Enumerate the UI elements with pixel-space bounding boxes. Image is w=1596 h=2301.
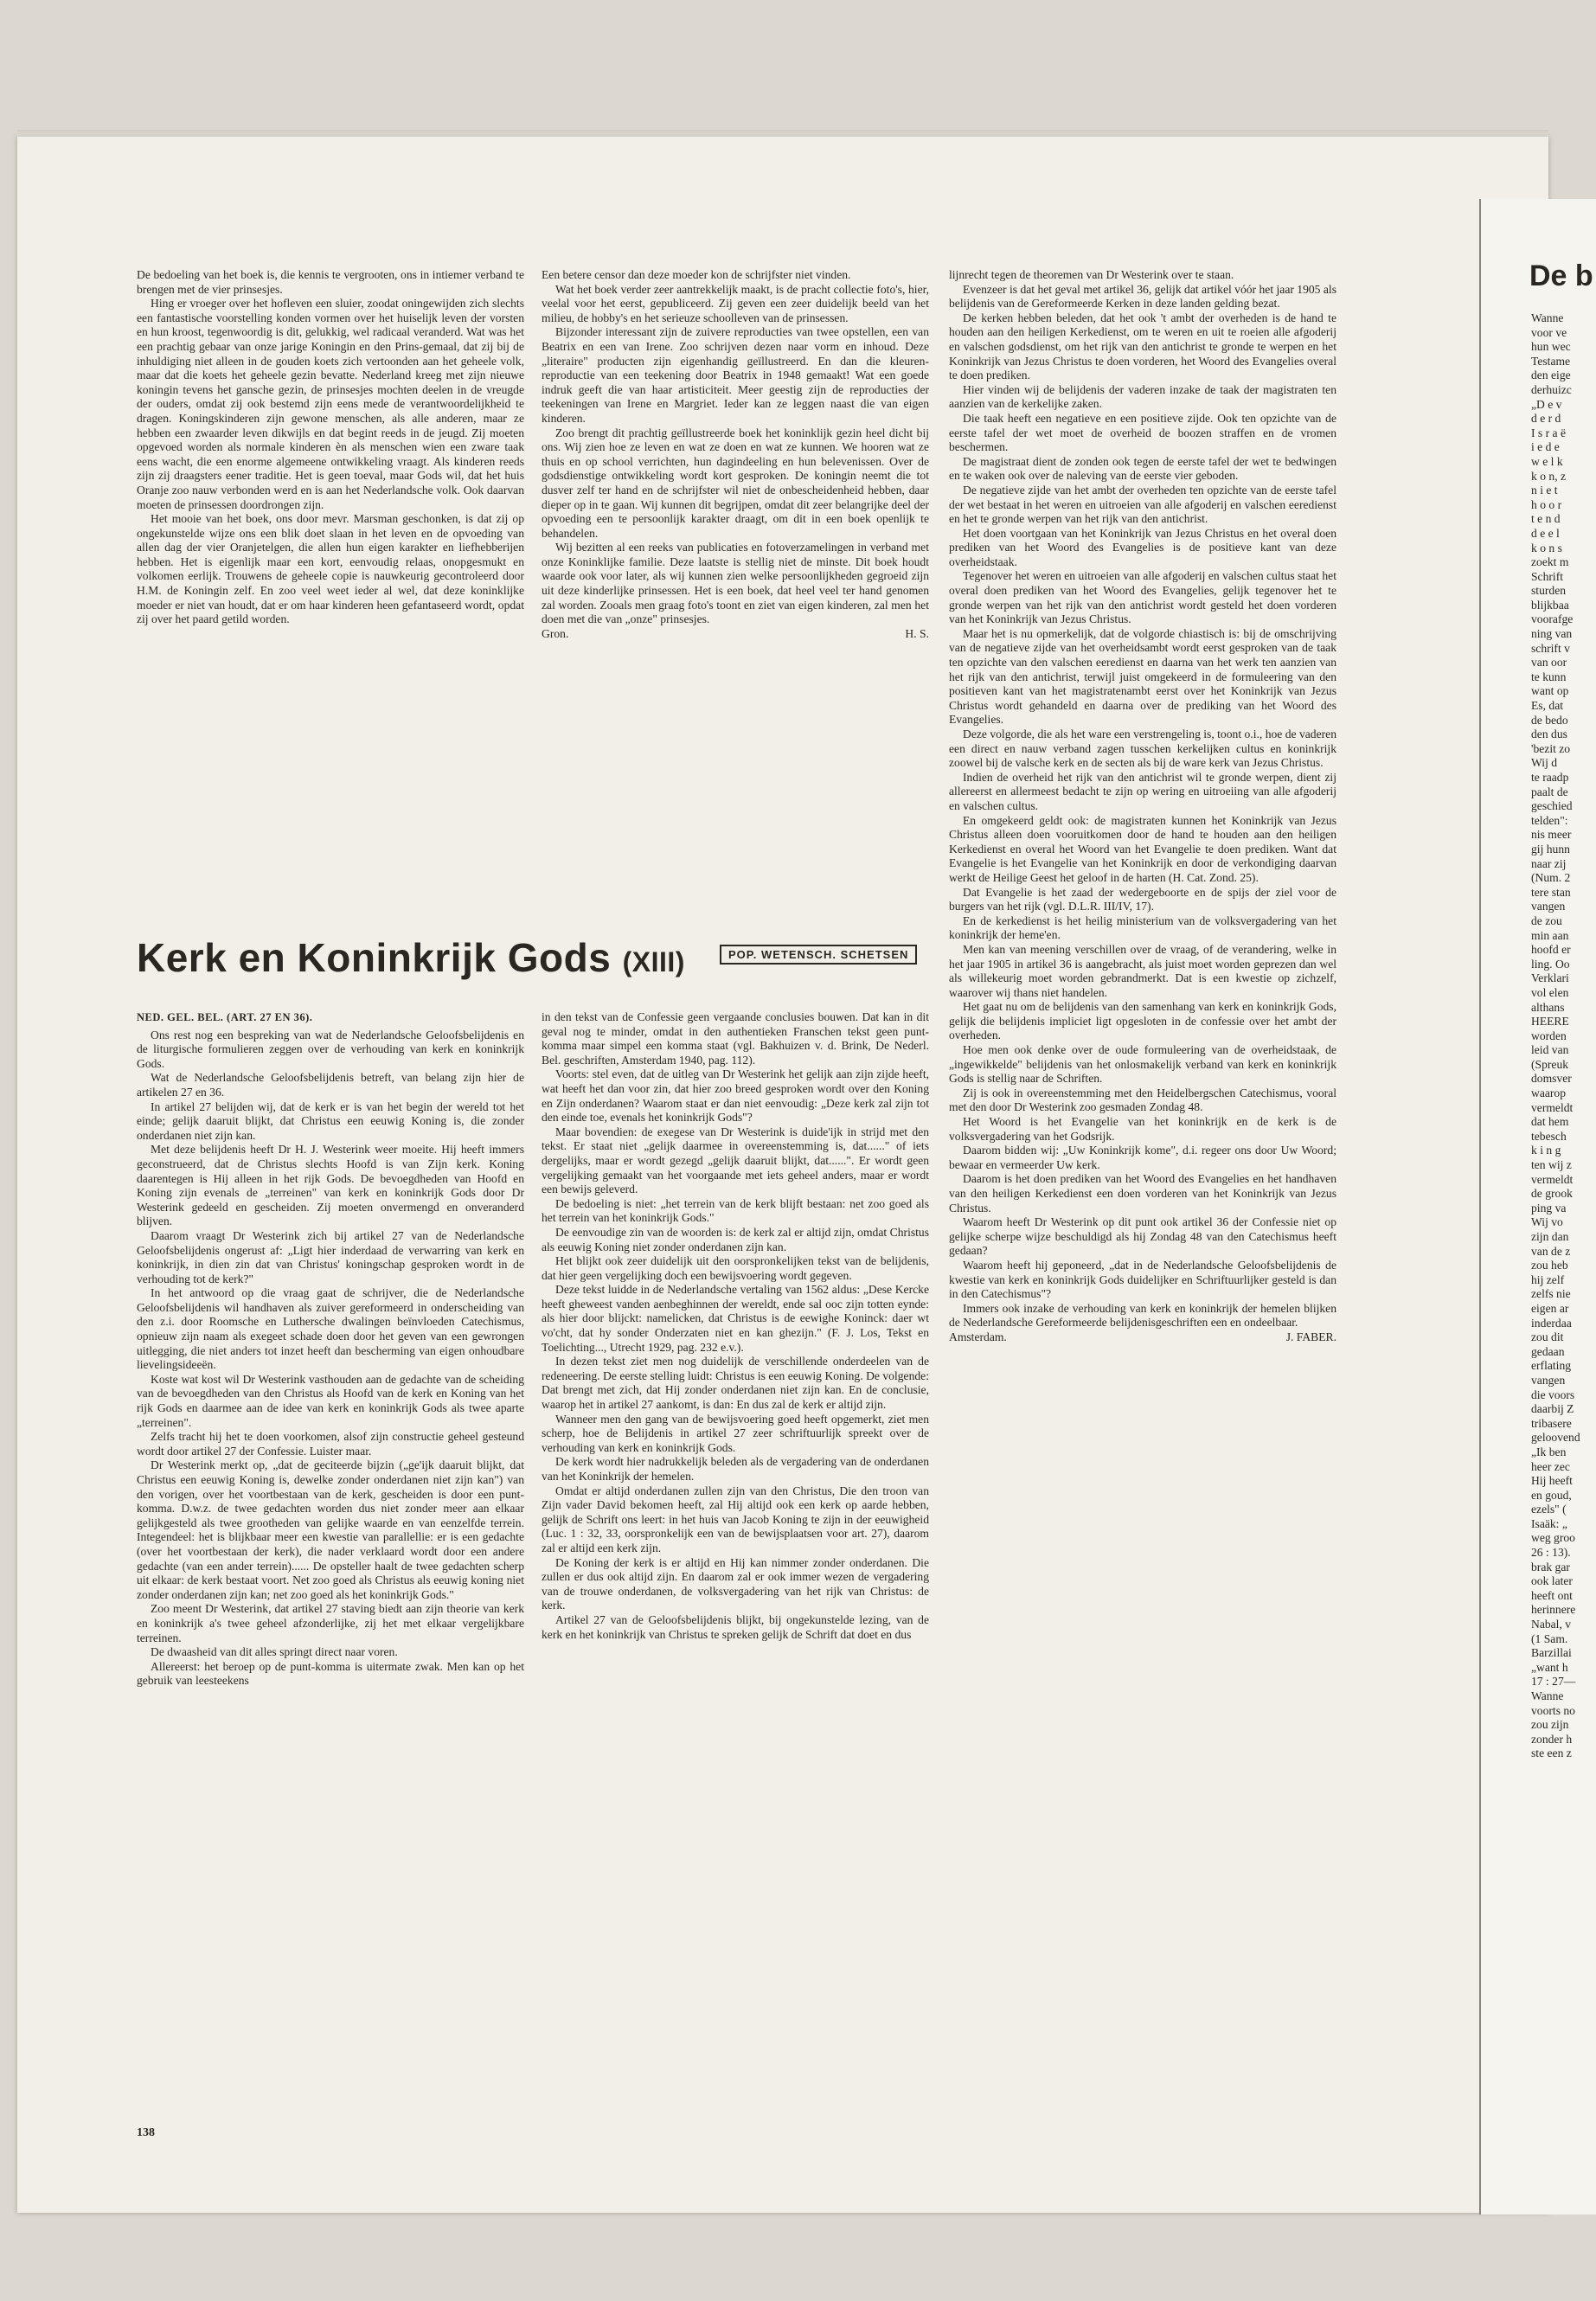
facing-page-line: de grook (1531, 1187, 1573, 1201)
facing-page-line: ning van (1531, 627, 1573, 641)
paragraph: En omgekeerd geldt ook: de magistraten kunnen het Koninkrijk van Jezus Christus alleen doen vooruitkomen door de hand te houden aan den heiligen Kerkedienst en overal het Woord van het Evangelie te doen prediken. Want dat Evangelie is het Evangelie van het Koninkrijk en door de verkondiging daarvan werkt de Heilige Geest het geloof in de harten (H. Cat. Zond. 25). (949, 813, 1336, 884)
paragraph: Waarom heeft Dr Westerink op dit punt ook artikel 36 der Confessie niet op gelijke scherpe wijze beschuldigd als hij Zondag 48 van den Catechismus heeft gedaan? (949, 1215, 1336, 1258)
facing-page-line: heer zec (1531, 1459, 1570, 1473)
facing-page-line: 17 : 27— (1531, 1675, 1576, 1689)
facing-page-line: daarbij Z (1531, 1402, 1574, 1416)
paragraph: De bedoeling van het boek is, die kennis te vergrooten, ons in intiemer verband te brengen met de vier prinsesjes. (137, 268, 524, 296)
facing-page-column (1531, 311, 1596, 1761)
facing-page-line: gij hunn (1531, 842, 1570, 856)
article-column-1 (137, 1010, 524, 1689)
facing-page-line: zou dit (1531, 1330, 1564, 1344)
paragraph: Indien de overheid het rijk van den antichrist wil te gronde werpen, dient zij allereerst en allermeest bedacht te zijn op wering en uitroeiing van alle afgoderij en valschen cultus. (949, 770, 1336, 812)
facing-page-line: waarop (1531, 1086, 1567, 1100)
paragraph: Deze volgorde, die als het ware een verstrengeling is, toont o.i., hoe de vaderen een direct en nauw verband zagen tusschen kerkelijken cultus en koninkrijk zoowel bij de valsche kerk en de secten als bij de ware kerk van Jezus Christus. (949, 727, 1336, 770)
facing-page-line: Es, dat (1531, 699, 1563, 713)
facing-page-line: geloovend (1531, 1431, 1580, 1445)
facing-page-line: zou zijn (1531, 1718, 1569, 1732)
paragraph: Ons rest nog een bespreking van wat de Nederlandsche Geloofsbelijdenis en de liturgische formulieren zeggen over de verhouding van kerk en koninkrijk Gods. (137, 1028, 524, 1070)
facing-page-line: hoofd er (1531, 943, 1571, 957)
facing-page-line: tere stan (1531, 885, 1571, 899)
paragraph: Die taak heeft een negatieve en een positieve zijde. Ook ten opzichte van de eerste tafel der wet moet de overheid de boozen straffen en de vromen beschermen. (949, 411, 1336, 454)
paragraph: Zoo meent Dr Westerink, dat artikel 27 staving biedt aan zijn theorie van kerk en koninkrijk a's twee geheel afzonderlijke, zij het met elkaar vergelijkbare terreinen. (137, 1602, 524, 1644)
facing-page-line: voorafge (1531, 612, 1574, 626)
paragraph: Hier vinden wij de belijdenis der vaderen inzake de taak der magistraten ten aanzien van de kerkelijke zaken. (949, 382, 1336, 411)
facing-page-line: weg groo (1531, 1531, 1575, 1545)
facing-page-line: k i n g (1531, 1144, 1561, 1157)
facing-page-line: sturden (1531, 584, 1567, 598)
paragraph: Het doen voortgaan van het Koninkrijk van Jezus Christus en het overal doen prediken van het Woord des Evangelies is de positieve kant van deze overheidstaak. (949, 526, 1336, 568)
facing-page-line: gedaan (1531, 1344, 1565, 1358)
facing-page-line: derhuizc (1531, 382, 1572, 396)
facing-page-line: domsver (1531, 1072, 1572, 1086)
facing-page-line: de bedo (1531, 713, 1568, 727)
page-number: 138 (137, 2126, 155, 2139)
paragraph: Omdat er altijd onderdanen zullen zijn van den Christus, Die den troon van Zijn vader David bekomen heeft, zal Hij altijd ook een kerk op aarde hebben, gelijk de Schrift ons leert: in het huis van Jacob Koning te zijn in der eeuwigheid (Luc. 1 : 32, 33, oorspronkelijk een van de bewijsplaatsen voor art. 27), daarom zal er altijd een kerk zijn. (542, 1484, 929, 1554)
paragraph: De dwaasheid van dit alles springt direct naar voren. (151, 1645, 398, 1659)
facing-page-line: blijkbaa (1531, 598, 1569, 612)
facing-page-line: eigen ar (1531, 1301, 1569, 1315)
facing-page-line: tebesch (1531, 1129, 1567, 1143)
signature-author: H. S. (905, 626, 929, 640)
facing-page-line: 26 : 13). (1531, 1546, 1571, 1560)
facing-page-line: „D e v (1531, 397, 1562, 411)
paragraph: Maar bovendien: de exegese van Dr Westerink is duide'ijk in strijd met den tekst. Er staat niet „gelijk daarmee in overeenstemming is, dat......" of iets dergelijks, maar er wordt gezegd „gelijk daaruit blijkt, dat......". Er wordt geen vergelijking gemaakt van het voorgaande met iets geheel anders, maar er wordt een bewijs geleverd. (542, 1125, 929, 1196)
facing-page-line: hun wec (1531, 340, 1571, 354)
facing-page-line: Hij heeft (1531, 1474, 1573, 1488)
facing-page-line: schrift v (1531, 641, 1570, 655)
paragraph: Zelfs tracht hij het te doen voorkomen, alsof zijn constructie geheel gesteund wordt door artikel 27 der Confessie. Luister maar. (137, 1430, 524, 1458)
facing-page-line: 'bezit zo (1531, 741, 1571, 755)
facing-page-line: k o n, z (1531, 469, 1567, 483)
paragraph: Koste wat kost wil Dr Westerink vasthouden aan de gedachte van de scheiding van de bevoegdheden van den Christus als Hoofd van de kerk en Koning van het rijk Gods en daarmee aan de idee van kerk en koninkrijk Gods als twee aparte „terreinen". (137, 1372, 524, 1429)
paragraph: Immers ook inzake de verhouding van kerk en koninkrijk der hemelen blijken de Nederlandsche Gereformeerde belijdenisgeschriften een en ondeelbaar. (949, 1301, 1336, 1330)
paragraph: Evenzeer is dat het geval met artikel 36, gelijk dat artikel vóór het jaar 1905 als belijdenis van de Gereformeerde Kerken in deze landen gelding bezat. (949, 282, 1336, 311)
paragraph: Het mooie van het boek, ons door mevr. Marsman geschonken, is dat zij op ongekunstelde wijze ons een blik doet slaan in het leven en de opvoeding van allen dag der vier Oranjetelgen, die allen hun eigen karakter en liefhebberijen hebben. Het is eigenlijk maar een kort, eenvoudig relaas, onopgesmukt en volkomen eerlijk. Trouwens de geheele copie is nauwkeurig gecontroleerd door H.M. de Koningin zelf. En zoo veel weet ieder al wel, dat deze koninklijke moeder er niet van houdt, dat er om haar kinderen heen gefantaseerd wordt, opdat zij over het paard getild worden. (137, 512, 524, 626)
paragraph: Maar het is nu opmerkelijk, dat de volgorde chiastisch is: bij de omschrijving van de negatieve zijde van het overheidsambt wordt eerst gesproken van de taak ten opzichte van den valschen eeredienst en daarna van het werk ten aanzien van het rijk van den antichrist, terwijl juist omgekeerd in de formuleering van den positieven kant van het magistratenambt eerst over het Koninkrijk van Jezus Christus wordt gehandeld en daarna over de prediking van het Woord des Evangelies. (949, 626, 1336, 727)
facing-page-line: ling. Oo (1531, 957, 1570, 971)
facing-page-line: zou heb (1531, 1259, 1568, 1272)
facing-page-line: ping va (1531, 1201, 1567, 1215)
paragraph: Waarom heeft hij geponeerd, „dat in de Nederlandsche Geloofsbelijdenis de kwestie van kerk en koninkrijk Gods duidelijker en Schriftuurlijker gesteld is dan in den Catechismus"? (949, 1258, 1336, 1301)
paragraph: Wat het boek verder zeer aantrekkelijk maakt, is de pracht collectie foto's, hier, veelal voor het eerst, gepubliceerd. Zij geven een zeer duidelijk beeld van het milieu, de hobby's en het serieuze schoolleven van de prinsessen. (542, 282, 929, 324)
facing-page-line: Wanne (1531, 311, 1564, 324)
facing-page-line: vermeldt (1531, 1172, 1574, 1186)
paragraph: Dr Westerink merkt op, „dat de geciteerde bijzin („ge'ijk daaruit blijkt, dat Christus een eeuwig Koning is, dewelke zonder onderdanen niet zijn kan") van den vorigen, over het voortbestaan van de kerk, gescheiden is door een punt-komma. D.w.z. de twee gedachten worden dus niet zonder meer aan elkaar gelijkgesteld als twee grootheden van gelijke waarde en van eenzelfde terrein. Integendeel: het is blijkbaar meer een kwestie van parallellie: er is een gedachte (over het voortbestaan der kerk), die nader verklaard wordt door een andere gedachte (van een ander terrein)...... De opsteller haalt de twee gedachten scherp uit elkaar: de kerk bestaat voort. Net zoo goed als Christus als eeuwig koning niet zonder onderdanen zijn kan; net zoo goed als het koninkrijk Gods." (137, 1458, 524, 1601)
facing-page-line: n i e t (1531, 484, 1558, 497)
facing-page-line: HEERE (1531, 1015, 1569, 1029)
facing-page-line: telden": (1531, 813, 1568, 827)
paragraph: Wanneer men den gang van de bewijsvoering goed heeft opgemerkt, ziet men scherp, hoe de Belijdenis in artikel 27 zeer schriftuurlijk spreekt over de verhouding van kerk en koninkrijk Gods. (542, 1412, 929, 1454)
facing-page-line: h o o r (1531, 497, 1562, 511)
paragraph: Daarom bidden wij: „Uw Koninkrijk kome", d.i. regeer ons door Uw Woord; bewaar en vermeerder Uw kerk. (949, 1144, 1336, 1171)
article-column-3 (949, 268, 1336, 1345)
facing-page-line: (1 Sam. (1531, 1631, 1568, 1645)
facing-page-line: paalt de (1531, 785, 1568, 798)
facing-page-line: naar zij (1531, 856, 1567, 870)
facing-page-line: ste een z (1531, 1747, 1572, 1760)
article-headline (137, 934, 685, 981)
facing-page-line: k o n s (1531, 541, 1562, 554)
paragraph: Met deze belijdenis heeft Dr H. J. Westerink weer moeite. Hij heeft immers geconstrueerd, dat de Christus slechts Hoofd is van Zijn kerk. Koning daarentegen is Hij alleen in het rijk Gods. De bevoegdheden van Hoofd en Koning zijn evenals de „terreinen" van kerk en koninkrijk Gods door Dr Westerink gedeeld en gescheiden. Zij moeten onvermengd en onveranderd blijven. (137, 1143, 524, 1228)
facing-page-line: tribasere (1531, 1416, 1572, 1430)
review-column-2 (542, 268, 929, 641)
paragraph: Hoe men ook denke over de oude formuleering van de overheidstaak, de „ingewikkelde" belijdenis van het onlosmakelijk verband van kerk en koninkrijk Gods is stellig naar de Schriften. (949, 1043, 1336, 1086)
facing-page-line: Schrift (1531, 569, 1563, 583)
facing-page-line: „Ik ben (1531, 1445, 1567, 1458)
facing-page-line: vangen (1531, 1373, 1566, 1387)
facing-page-line: althans (1531, 1000, 1565, 1014)
facing-page-line: erflating (1531, 1359, 1572, 1373)
facing-page-line: worden (1531, 1029, 1567, 1042)
facing-page-line: Testame (1531, 354, 1571, 368)
facing-page-line: herinnere (1531, 1603, 1576, 1617)
facing-page-line: te kunn (1531, 670, 1567, 683)
signature-place: Amsterdam. (949, 1330, 1007, 1343)
paragraph: Wij bezitten al een reeks van publicaties en fotoverzamelingen in verband met onze Koninklijke familie. Deze laatste is stellig niet de minste. Dit boek houdt waarde ook voor later, als wij kunnen zien welke persoonlijkheden gegroeid zijn uit deze kinderlijke prinsessen. Het is een boek, dat heel veel ter hand genomen zal worden. Zooals men graag foto's toont en ziet van eigen kinderen, zal men het doen met die van „onze" prinsesjes. (542, 541, 929, 626)
article-subheading: NED. GEL. BEL. (ART. 27 EN 36). (137, 1011, 313, 1023)
paragraph: De bedoeling is niet: „het terrein van de kerk blijft bestaan: net zoo goed als het terrein van het koninkrijk Gods." (542, 1196, 929, 1225)
facing-page-line: vermeldt (1531, 1100, 1574, 1114)
paragraph: Allereerst: het beroep op de punt-komma is uitermate zwak. Men kan op het gebruik van leesteekens (137, 1659, 524, 1688)
facing-page-line: ezels" ( (1531, 1503, 1567, 1516)
facing-page-line: i e d e (1531, 440, 1560, 454)
facing-page-line: Nabal, v (1531, 1618, 1572, 1631)
facing-page-line: voor ve (1531, 325, 1567, 339)
facing-page-line: zonder h (1531, 1732, 1573, 1746)
facing-page-line: dat hem (1531, 1115, 1569, 1129)
facing-page-line: heeft ont (1531, 1588, 1573, 1602)
paragraph: Deze tekst luidde in de Nederlandsche vertaling van 1562 aldus: „Dese Kercke heeft gheweest vanden aenbeghinnen der wereldt, ende sal ooc zijn totten eynde: als hier door blijckt: namelicken, dat Christus is de eewighe Koninck: daer wt vo'cht, dat hy sonder Onderzaten niet en kan ghezijn." (F. J. Los, Tekst en Toelichting..., Utrecht 1929, pag. 232 e.v.). (542, 1283, 929, 1354)
paragraph: De eenvoudige zin van de woorden is: de kerk zal er altijd zijn, omdat Christus als eeuwig Koning niet zonder onderdanen zijn kan. (542, 1225, 929, 1253)
headline-title: Kerk en Koninkrijk Gods (137, 935, 612, 980)
facing-page-line: brak gar (1531, 1560, 1570, 1574)
paragraph: De kerk wordt hier nadrukkelijk beleden als de vergadering van de onderdanen van het Koninkrijk der hemelen. (542, 1455, 929, 1483)
signature-author: J. FABER. (1285, 1330, 1336, 1343)
headline-number: (XIII) (622, 946, 685, 977)
facing-page-line: zoekt m (1531, 555, 1569, 569)
facing-page-line: (Spreuk (1531, 1057, 1569, 1071)
facing-page-line: w e l k (1531, 454, 1563, 468)
facing-page-line: vol elen (1531, 985, 1569, 999)
paragraph: En de kerkedienst is het heilig ministerium van de volksvergadering van het koninkrijk der heme'en. (949, 913, 1336, 942)
facing-page-line: de zou (1531, 913, 1562, 927)
facing-page-line: zijn dan (1531, 1230, 1569, 1243)
paragraph: Zoo brengt dit prachtig geïllustreerde boek het koninklijk gezin heel dicht bij ons. Wij zien hoe ze leven en wat ze doen en wat ze kunnen. We hooren wat ze thuis en op school verrichten, hun dagindeeling en hun belevenissen. Over de godsdienstige ontwikkeling wordt kort gesproken. De koningin neemt die tot dusver zelf ter hand en de schrijfster wil niet de onbescheidenheid hebben, daar dieper op in te gaan. Wij kunnen dit begrijpen, omdat dit zeer belangrijke deel der opvoeding een te persoonlijk karakter draagt, om dit in een boek openlijk te behandelen. (542, 426, 929, 540)
facing-page-line: Barzillai (1531, 1646, 1572, 1660)
paragraph: Daarom is het doen prediken van het Woord des Evangelies en het handhaven van den heiligen Kerkedienst een doen vorderen van het Koninkrijk van Jezus Christus. (949, 1172, 1336, 1215)
series-label-box: POP. WETENSCH. SCHETSEN (720, 945, 917, 965)
facing-page-line: min aan (1531, 928, 1569, 942)
facing-page-title: De b (1529, 260, 1593, 292)
paragraph: In het antwoord op die vraag gaat de schrijver, die de Nederlandsche Geloofsbelijdenis wil handhaven als zuiver gereformeerd in onderscheiding van den z.i. door Roomsche en Luthersche dwalingen beïnvloeden Catechismus, opnieuw zijn naam als exegeet schade doen door het geven van een gewrongen uitlegging, die niet anders tot inzet heeft dan bescherming van eigen onhoudbare lievelingsideeën. (137, 1286, 524, 1372)
facing-page-line: zelfs nie (1531, 1287, 1571, 1301)
paragraph: Het Woord is het Evangelie van het koninkrijk en de kerk is de volksvergadering van het Godsrijk. (949, 1115, 1336, 1143)
paragraph: De negatieve zijde van het ambt der overheden ten opzichte van de eerste tafel der wet bestaat in het weren en uitroeien van alle afgoderij en valschen eeredienst en het te gronde werpen van het rijk van den antichrist. (949, 483, 1336, 526)
facing-page-line: d e e l (1531, 526, 1560, 540)
facing-page-line: en goud, (1531, 1488, 1572, 1502)
facing-page-line: van oor (1531, 656, 1567, 670)
paragraph: In dezen tekst ziet men nog duidelijk de verschillende onderdeelen van de redeneering. De eerste stelling luidt: Christus is een eeuwig Koning. De volgende: Dat brengt met zich, dat Hij zonder onderdanen niet zijn kan. En de conclusie, waarop het in artikel 27 aankomt, is dan: En dus zal de kerk er altijd zijn. (542, 1355, 929, 1412)
paragraph: De magistraat dient de zonden ook tegen de eerste tafel der wet te bedwingen en te waken ook over de naleving van de eerste vier geboden. (949, 454, 1336, 483)
facing-page-line: den eige (1531, 369, 1571, 382)
facing-page-line: te raadp (1531, 771, 1569, 784)
facing-page-line: t e n d (1531, 512, 1561, 526)
review-column-1 (137, 268, 524, 627)
paragraph: Voorts: stel even, dat de uitleg van Dr Westerink het gelijk aan zijn zijde heeft, wat heeft het dan voor zin, dat hier zoo breed gesproken wordt over den Koning en Zijn onderdanen? Waarom staat er dan niet eenvoudig: „Deze kerk zal zijn tot den einde toe, evenals het koninkrijk Gods"? (542, 1067, 929, 1125)
signature-line (949, 1330, 1336, 1345)
paragraph: Hing er vroeger over het hofleven een sluier, zoodat oningewijden zich slechts een fantastische voorstelling konden vormen over het huiselijk leven der vorsten en hun kroost, tegenwoordig is dit, gelukkig, wel radicaal veranderd. Wat was het een prachtig gebaar van onze jarige Koningin en den Prins-gemaal, dat zij bij de inhuldiging niet alleen in de gouden koets zich vertoonden aan het geheele volk, maar dat die koets het geheele gezin bevatte. Nederland kreeg met zijn nieuwe koningin tevens het gansche gezin, de prinsesjes mochten deelen in de vreugde der ouders, omdat zij ook bestemd zijn eens mede de verantwoordelijkheid te dragen. Koningskinderen zijn gewone menschen, als alle anderen, maar ze hebben een zwaarder leven dikwijls en dat begint reeds in de jeugd. Zij moeten opgevoed worden als normale kinderen èn als menschen wien een zware taak eens wacht, die een enorme algemeene ontwikkeling vraagt. Als kinderen reeds zijn zij draagsters eener traditie. Het is geen toeval, maar Gods wil, dat het huis Oranje zoo nauw verbonden werd en is aan het Nederlandsche volk. Ook daarvan moeten de prinsessen doordrongen zijn. (137, 297, 524, 511)
paragraph: Tegenover het weren en uitroeien van alle afgoderij en valschen cultus staat het overal doen prediken van het Woord des Evangelies, gelijk tegenover het te gronde werpen van het rijk van den antichrist wordt gesteld het doen vorderen van het Koninkrijk van Jezus Christus. (949, 569, 1336, 626)
facing-page-line: Wanne (1531, 1689, 1564, 1702)
facing-page-line: (Num. 2 (1531, 871, 1571, 885)
paragraph: Men kan van meening verschillen over de vraag, of de verandering, welke in het jaar 1905 in artikel 36 is aangebracht, als juist moet worden geprezen dan wel als willekeurig moet worden gebrandmerkt. Dat is een kwestie op zichzelf, waarover wij thans niet handelen. (949, 942, 1336, 999)
facing-page-line: leid van (1531, 1043, 1569, 1057)
paragraph: De kerken hebben beleden, dat het ook 't ambt der overheden is de hand te houden aan den heiligen Kerkedienst, om te weren en uit te roeien alle afgoderij en valschen godsdienst, om het rijk van den antichrist te gronde te werpen en het Koninkrijk van Jezus Christus te doen vorderen, het Woord des Evangelies overal te doen prediken. (949, 311, 1336, 382)
paragraph: Het blijkt ook zeer duidelijk uit den oorspronkelijken tekst van de belijdenis, dat hier geen vergelijking doch een bewijsvoering wordt gegeven. (542, 1254, 929, 1282)
facing-page-line: Isaäk: „ (1531, 1516, 1567, 1530)
facing-page-line: Wij d (1531, 756, 1558, 770)
paragraph: Daarom vraagt Dr Westerink zich bij artikel 27 van de Nederlandsche Geloofsbelijdenis ongerust af: „Ligt hier inderdaad de verwarring van kerk en koninkrijk, in dien zin dat van Christus' koningschap gesproken wordt in de verhouding tot de kerk?" (137, 1228, 524, 1285)
facing-page-line: van de z (1531, 1244, 1571, 1258)
facing-page-line: den dus (1531, 727, 1567, 741)
paragraph: lijnrecht tegen de theoremen van Dr Westerink over te staan. (949, 268, 1234, 281)
paragraph: Een betere censor dan deze moeder kon de schrijfster niet vinden. (542, 268, 851, 281)
paragraph: Wat de Nederlandsche Geloofsbelijdenis betreft, van belang zijn hier de artikelen 27 en 36. (137, 1071, 524, 1099)
signature-line (542, 627, 929, 642)
paragraph: Zij is ook in overeenstemming met den Heidelbergschen Catechismus, vooral met den door Dr Westerink zoo gesmaden Zondag 48. (949, 1086, 1336, 1114)
facing-page-line: ten wij z (1531, 1158, 1572, 1172)
facing-page-line: hij zelf (1531, 1272, 1565, 1286)
facing-page-line: Wij vo (1531, 1215, 1563, 1229)
facing-page-line: Verklari (1531, 971, 1569, 985)
facing-page-line: nis meer (1531, 828, 1572, 842)
facing-page-line: d e r d (1531, 412, 1561, 426)
signature-place: Gron. (542, 626, 569, 640)
facing-page-line: inderdaa (1531, 1316, 1572, 1330)
article-column-2 (542, 1010, 929, 1642)
facing-page-line: vangen (1531, 900, 1566, 913)
facing-page-line: want op (1531, 684, 1569, 698)
paragraph: In artikel 27 belijden wij, dat de kerk er is van het begin der wereld tot het einde; gelijk daaruit blijkt, dat Christus een eeuwig Koning is, die zonder onderdanen niet zijn kan. (137, 1099, 524, 1142)
facing-page-line: I s r a ë (1531, 426, 1567, 439)
facing-page-line: ook later (1531, 1574, 1573, 1588)
paragraph: Artikel 27 van de Geloofsbelijdenis blijkt, bij ongekunstelde lezing, van de kerk en het koninkrijk van Christus te spreken gelijk de Schrift dat doet en dus (542, 1612, 929, 1641)
paragraph: in den tekst van de Confessie geen vergaande conclusies bouwen. Dat kan in dit geval nog te minder, omdat in den authentieken Franschen tekst geen punt-komma maar simpel een komma staat (vgl. Bakhuizen v. d. Brink, De Nederl. Bel. geschriften, Amsterdam 1940, pag. 112). (542, 1010, 929, 1067)
paragraph: De Koning der kerk is er altijd en Hij kan nimmer zonder onderdanen. Die zullen er dus ook altijd zijn. En daarom zal er ook immer wezen de vergadering van de trouwe onderdanen, de volksvergadering van het rijk van Christus: de kerk. (542, 1555, 929, 1612)
paragraph: Het gaat nu om de belijdenis van den samenhang van kerk en koninkrijk Gods, gelijk die belijdenis impliciet ligt opgesloten in de confessie over het ambt der overheden. (949, 1000, 1336, 1042)
paragraph: Dat Evangelie is het zaad der wedergeboorte en de spijs der ziel voor de burgers van het rijk (vgl. D.L.R. III/IV, 17). (949, 885, 1336, 913)
paragraph: Bijzonder interessant zijn de zuivere reproducties van twee opstellen, een van Beatrix en een van Irene. Zoo schrijven dezen naar vorm en inhoud. Deze „literaire" producten zijn eigenhandig geïllustreerd. En dan die kleuren-reproductie van een teekening door Beatrix in 1948 gemaakt! Wat een goede indruk geeft die van haar artisticiteit. Meer geestig zijn de reproducties der teekeningen van Irene en Margriet. Ieder kan ze leggen naast die van eigen kinderen. (542, 325, 929, 425)
facing-page-line: geschied (1531, 799, 1573, 813)
facing-page-line: „want h (1531, 1660, 1568, 1674)
facing-page-line: voorts no (1531, 1703, 1575, 1717)
facing-page-line: die voors (1531, 1388, 1575, 1401)
